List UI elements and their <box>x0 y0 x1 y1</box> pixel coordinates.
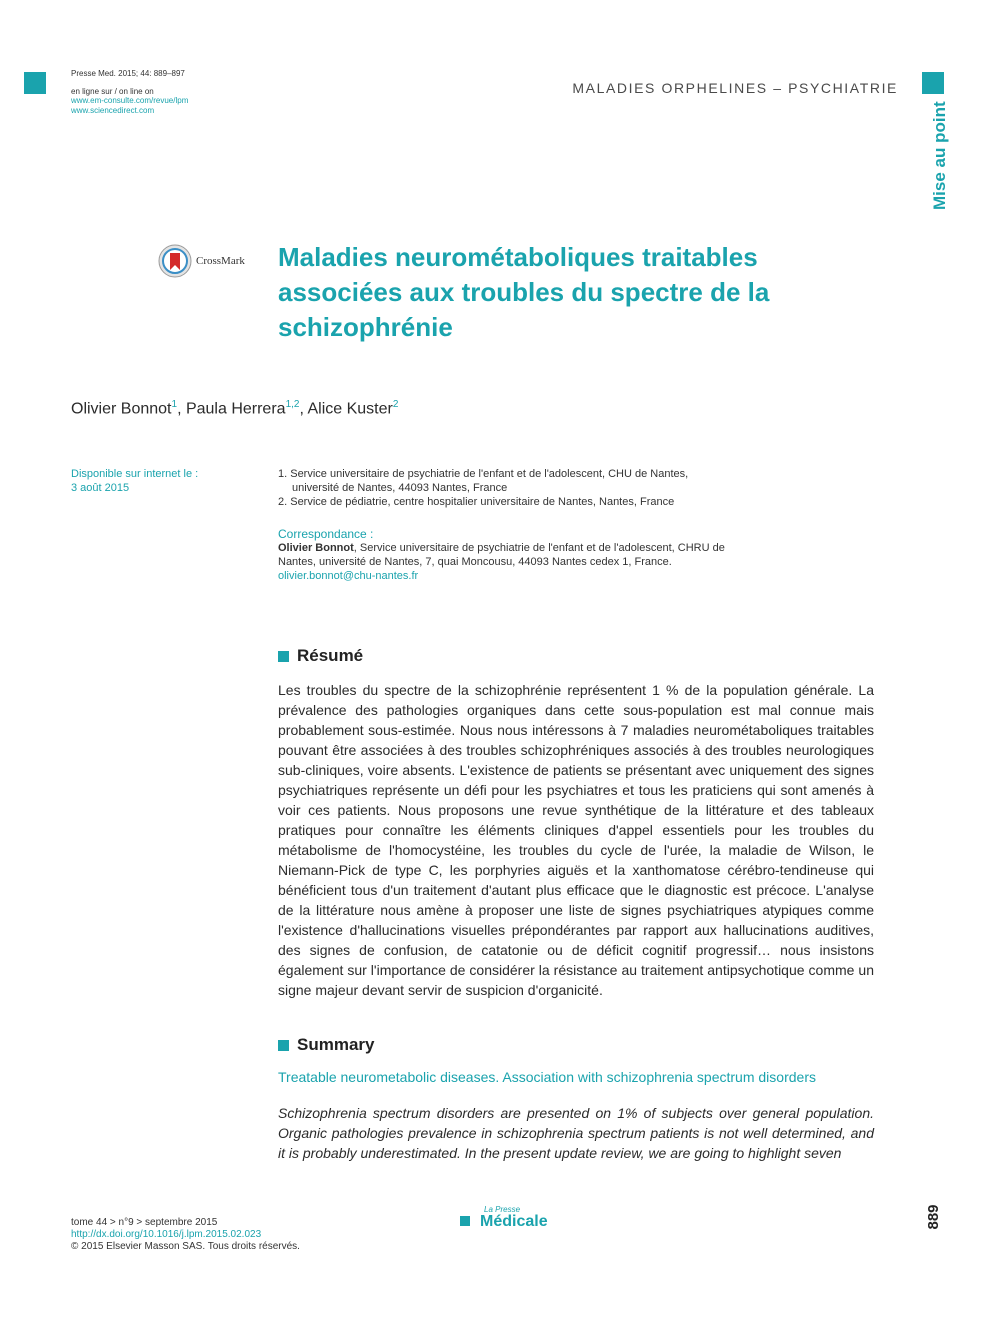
journal-info <box>71 69 188 115</box>
author-affiliation-ref: 2 <box>392 399 399 410</box>
article-title: Maladies neurométaboliques traitables associées aux troubles du spectre de la schizophrénie <box>278 242 770 342</box>
crossmark-label: CrossMark <box>196 255 245 267</box>
corner-marker-left <box>24 72 46 94</box>
resume-heading <box>278 646 363 666</box>
author-affiliation-ref: 1 <box>171 399 178 410</box>
resume-heading-text: Résumé <box>297 646 364 665</box>
resume-text: Les troubles du spectre de la schizophrénie représentent 1 % de la population générale. La prévalence des pathologies organiques dans cette sous-population est mal connue mais probablement sous-estimée. Nous nous intéressons à 7 maladies neurométaboliques traitables pouvant être associées à des troubles schizophréniques associés à des troubles neurologiques sub-cliniques, voire absents. L'existence de patients se présentant avec uniquement des signes psychiatriques représente un défi pour les psychiatres et tous les praticiens qui sont amenés à voir ces patients. Nous proposons une revue synthétique de la littérature et des tableaux pratiques pour connaître les éléments cliniques d'appel essentiels pour les troubles du métabolisme de l'homocystéine, les troubles du cycle de l'urée, la maladie de Wilson, le Niemann-Pick de type C, les porphyries aiguës et la xanthomatose cérébro-tendineuse qui bénéficient tous d'un traitement d'autant plus efficace que le diagnostic est précoce. L'analyse de la littérature nous amène à proposer une liste de signes psychiatriques atypiques comme l'existence d'hallucinations visuelles prépondérantes par rapport aux hallucinations auditives, des signes de confusion, de catatonie ou de déficit cognitif progressif… nous insistons également sur l'importance de considérer la résistance au traitement antipsychotique comme un signe majeur devant servir de suspicion d'organicité. <box>278 682 874 998</box>
affiliation-item: 2. Service de pédiatrie, centre hospitalier universitaire de Nantes, Nantes, France <box>278 496 675 508</box>
author-list <box>71 399 398 418</box>
affiliation-item: 1. Service universitaire de psychiatrie de l'enfant et de l'adolescent, CHU de Nantes, université de Nantes, 44093 Nantes, France <box>278 468 689 494</box>
correspondence-email[interactable]: olivier.bonnot@chu-nantes.fr <box>278 570 419 582</box>
logo-pre-text: La Presse <box>484 1205 521 1214</box>
availability-date: 3 août 2015 <box>71 482 130 494</box>
author-separator: , <box>177 400 186 418</box>
availability-label: Disponible sur internet le : <box>71 468 199 480</box>
crossmark-icon <box>158 244 192 278</box>
doi-link[interactable]: http://dx.doi.org/10.1016/j.lpm.2015.02.023 <box>71 1229 262 1240</box>
affiliations <box>278 467 728 509</box>
corner-marker-right <box>922 72 944 94</box>
correspondence-address-block <box>278 541 728 569</box>
logo-square-icon <box>460 1216 470 1226</box>
author-separator: , <box>299 400 308 418</box>
summary-heading <box>278 1035 374 1055</box>
journal-logo <box>460 1206 548 1230</box>
correspondence-label: Correspondance : <box>278 527 374 541</box>
journal-url-em-consulte[interactable]: www.em-consulte.com/revue/lpm <box>71 96 189 105</box>
article-type-label: Mise au point <box>930 101 949 210</box>
author-name: Alice Kuster <box>307 400 393 418</box>
journal-citation: Presse Med. 2015; 44: 889–897 <box>71 69 185 78</box>
issue-info: tome 44 > n°9 > septembre 2015 <box>71 1217 218 1228</box>
summary-title: Treatable neurometabolic diseases. Association with schizophrenia spectrum disorders <box>278 1069 816 1085</box>
journal-url-sciencedirect[interactable]: www.sciencedirect.com <box>71 105 155 115</box>
author-name: Paula Herrera <box>185 400 286 418</box>
heading-square-icon <box>278 1040 289 1051</box>
section-heading: MALADIES ORPHELINES – PSYCHIATRIE <box>572 80 898 96</box>
availability-info <box>71 467 251 495</box>
online-label: en ligne sur / on line on <box>71 86 154 96</box>
copyright: © 2015 Elsevier Masson SAS. Tous droits réservés. <box>71 1241 300 1252</box>
summary-text: Schizophrenia spectrum disorders are presented on 1% of subjects over general population. Organic pathologies prevalence in schizophrenia spectrum patients is not well determined, and it is probably underestimated. In the present update review, we are going to highlight seven <box>278 1105 874 1161</box>
author-name: Olivier Bonnot <box>71 400 172 418</box>
logo-main-text: Médicale <box>480 1213 548 1230</box>
summary-heading-text: Summary <box>297 1035 375 1054</box>
crossmark-badge[interactable] <box>158 244 245 278</box>
correspondence-address: , Service universitaire de psychiatrie de l'enfant et de l'adolescent, CHRU de Nantes, université de Nantes, 7, quai Moncousu, 44093 Nantes cedex 1, France. <box>278 542 725 568</box>
correspondence-name: Olivier Bonnot <box>278 542 354 554</box>
author-affiliation-ref: 1,2 <box>285 399 300 410</box>
footer-info <box>71 1217 300 1253</box>
page-number: 889 <box>925 1204 942 1230</box>
heading-square-icon <box>278 651 289 662</box>
correspondence <box>278 527 728 583</box>
